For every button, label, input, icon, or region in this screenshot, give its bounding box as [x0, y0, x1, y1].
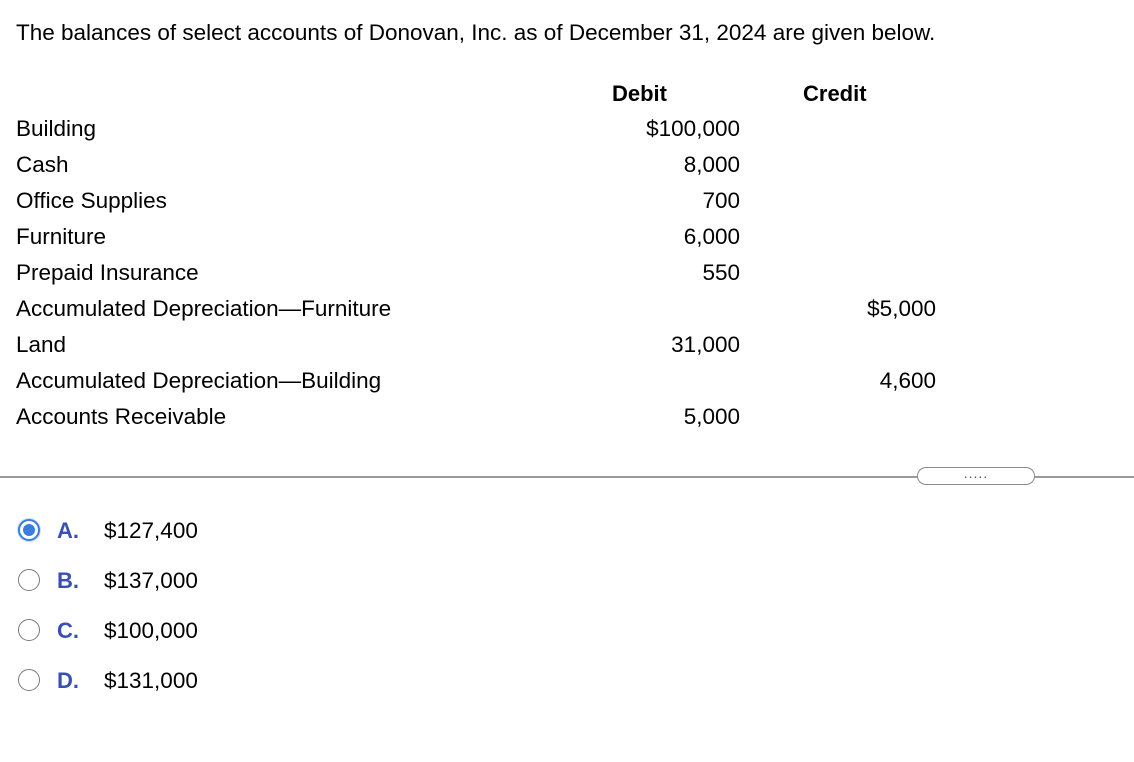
debit-amount: 550: [702, 260, 740, 285]
ellipsis-icon: .....: [963, 465, 989, 481]
answer-option-c[interactable]: [0, 613, 400, 663]
answer-option-b[interactable]: [0, 563, 400, 613]
option-value: $131,000: [104, 668, 198, 693]
option-value: $127,400: [104, 518, 198, 543]
option-letter: C.: [57, 618, 79, 643]
account-name: Accounts Receivable: [16, 404, 227, 429]
radio-button[interactable]: [18, 619, 40, 641]
option-value: $100,000: [104, 618, 198, 643]
debit-amount: 31,000: [671, 332, 740, 357]
debit-amount: $100,000: [646, 116, 740, 141]
table-row: [0, 363, 1134, 399]
answer-options: [0, 513, 400, 713]
radio-button-selected[interactable]: [18, 519, 40, 541]
debit-amount: 6,000: [683, 224, 740, 249]
credit-amount: $5,000: [867, 296, 936, 321]
account-balances-table: [0, 111, 1134, 435]
account-name: Building: [16, 116, 97, 141]
option-letter: B.: [57, 568, 79, 593]
option-value: $137,000: [104, 568, 198, 593]
option-letter: A.: [57, 518, 79, 543]
debit-column-header: Debit: [612, 81, 667, 106]
table-row: [0, 147, 1134, 183]
debit-amount: 700: [702, 188, 740, 213]
debit-amount: 5,000: [683, 404, 740, 429]
account-name: Accumulated Depreciation—Building: [16, 368, 382, 393]
question-prompt: The balances of select accounts of Donovan, Inc. as of December 31, 2024 are given below.: [16, 20, 936, 45]
account-name: Furniture: [16, 224, 107, 249]
radio-button[interactable]: [18, 669, 40, 691]
table-row: [0, 111, 1134, 147]
credit-amount: 4,600: [879, 368, 936, 393]
expand-toggle-button[interactable]: [917, 467, 1035, 485]
table-row: [0, 255, 1134, 291]
account-name: Accumulated Depreciation—Furniture: [16, 296, 392, 321]
credit-column-header: Credit: [803, 81, 867, 106]
table-row: [0, 219, 1134, 255]
account-name: Land: [16, 332, 67, 357]
account-name: Office Supplies: [16, 188, 167, 213]
account-name: Prepaid Insurance: [16, 260, 199, 285]
account-name: Cash: [16, 152, 69, 177]
table-row: [0, 291, 1134, 327]
answer-option-d[interactable]: [0, 663, 400, 713]
table-row: [0, 399, 1134, 435]
radio-button[interactable]: [18, 569, 40, 591]
debit-amount: 8,000: [683, 152, 740, 177]
option-letter: D.: [57, 668, 79, 693]
table-row: [0, 327, 1134, 363]
answer-option-a[interactable]: [0, 513, 400, 563]
table-row: [0, 183, 1134, 219]
